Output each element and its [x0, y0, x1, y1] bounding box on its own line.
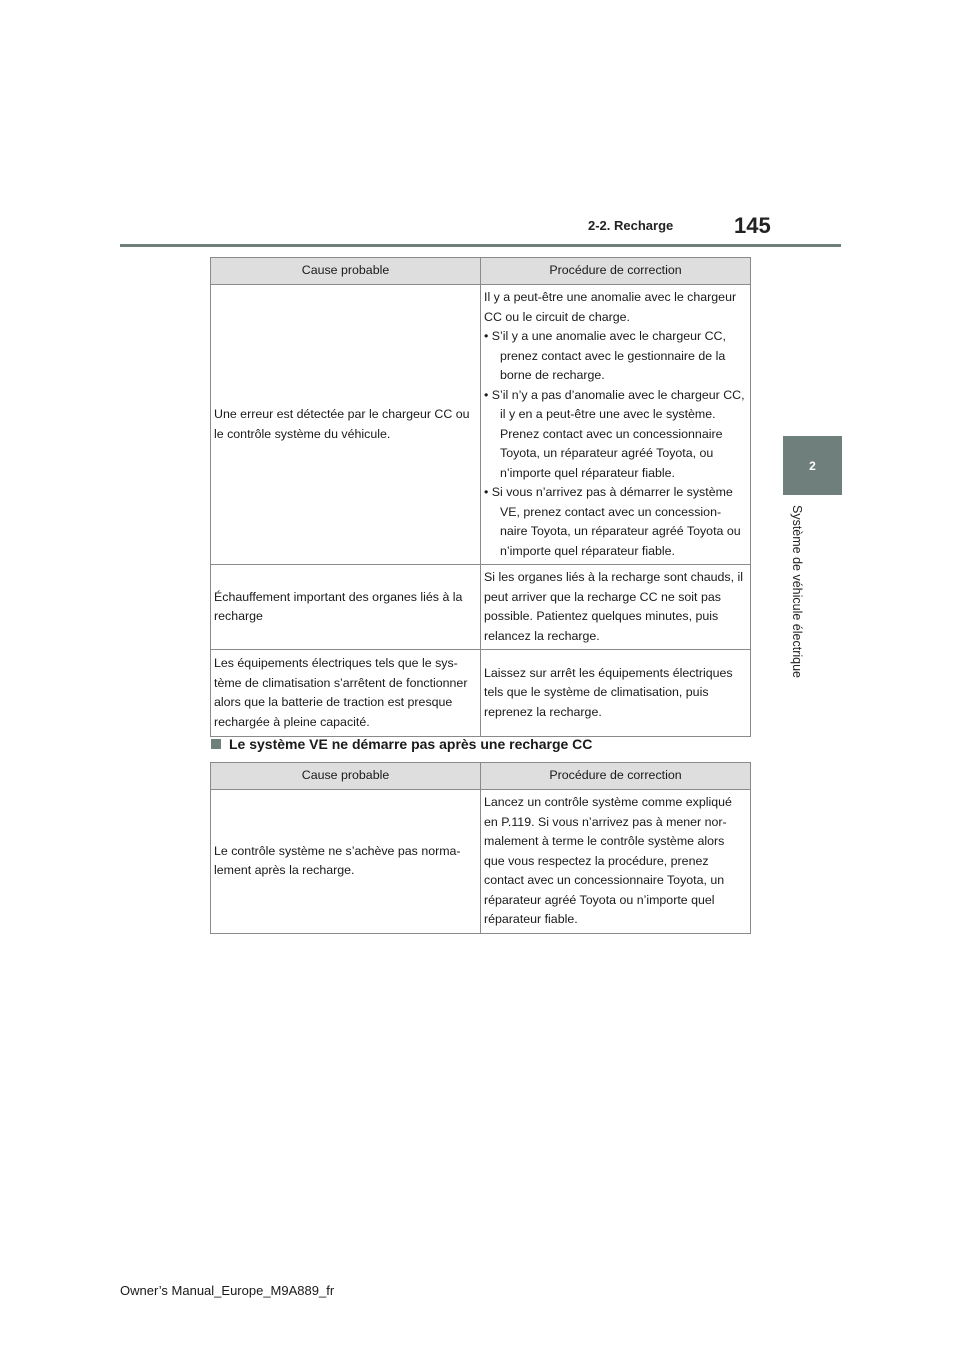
- table-header-row: [211, 258, 751, 285]
- procedure-cell: [481, 285, 751, 565]
- troubleshooting-table-2: [210, 762, 751, 934]
- procedure-bullet: • S’il n’y a pas d’anomalie avec le chargeur CC, il y en a peut-être une avec le système. Prenez contact avec un concessionnaire Toyota, un réparateur agréé Toyota, ou n’importe quel réparateur fiable.: [484, 387, 745, 480]
- procedure-intro: Il y a peut-être une anomalie avec le chargeur CC ou le circuit de charge.: [484, 290, 737, 324]
- table-header-row: [211, 763, 751, 790]
- table-row: [211, 285, 751, 565]
- procedure-bullet: • Si vous n’arrivez pas à démarrer le système VE, prenez contact avec un concession-naire Toyota, un réparateur agréé Toyota ou n’importe quel réparateur fiable.: [484, 485, 741, 558]
- chapter-tab: [783, 436, 842, 495]
- procedure-cell: Laissez sur arrêt les équipements électriques tels que le système de climatisation, puis reprenez la recharge.: [481, 650, 751, 737]
- troubleshooting-table-1: [210, 257, 751, 737]
- procedure-cell: Si les organes liés à la recharge sont chauds, il peut arriver que la recharge CC ne soit pas possible. Patientez quelques minutes, puis relancez la recharge.: [481, 565, 751, 650]
- section-heading: [210, 736, 592, 752]
- table-row: [211, 565, 751, 650]
- chapter-number: 2: [809, 458, 816, 473]
- section-heading-text: Le système VE ne démarre pas après une recharge CC: [229, 736, 593, 752]
- cause-cell: Échauffement important des organes liés à la recharge: [211, 565, 481, 650]
- procedure-cell: Lancez un contrôle système comme expliqué en P.119. Si vous n’arrivez pas à mener nor-malement à terme le contrôle système alors que vous respectez la procédure, prenez contact avec un concessionnaire Toyota, un réparateur agréé Toyota ou n’importe quel réparateur fiable.: [481, 790, 751, 934]
- column-header-cause: Cause probable: [211, 763, 481, 790]
- square-bullet-icon: [211, 739, 221, 749]
- header-divider: [120, 244, 841, 247]
- cause-cell: Une erreur est détectée par le chargeur CC ou le contrôle système du véhicule.: [211, 285, 481, 565]
- footer-manual-id: Owner’s Manual_Europe_M9A889_fr: [120, 1283, 335, 1298]
- section-title: 2-2. Recharge: [588, 218, 674, 233]
- column-header-procedure: Procédure de correction: [481, 258, 751, 285]
- page-number: 145: [734, 213, 771, 238]
- chapter-title-vertical: Système de véhicule électrique: [790, 505, 804, 679]
- column-header-procedure: Procédure de correction: [481, 763, 751, 790]
- cause-cell: Les équipements électriques tels que le sys-tème de climatisation s’arrêtent de fonctionner alors que la batterie de traction est presque rechargée à pleine capacité.: [211, 650, 481, 737]
- cause-cell: Le contrôle système ne s’achève pas norma-lement après la recharge.: [211, 790, 481, 934]
- table-row: [211, 790, 751, 934]
- table-row: [211, 650, 751, 737]
- procedure-bullet: • S’il y a une anomalie avec le chargeur CC, prenez contact avec le gestionnaire de la borne de recharge.: [484, 329, 726, 382]
- column-header-cause: Cause probable: [211, 258, 481, 285]
